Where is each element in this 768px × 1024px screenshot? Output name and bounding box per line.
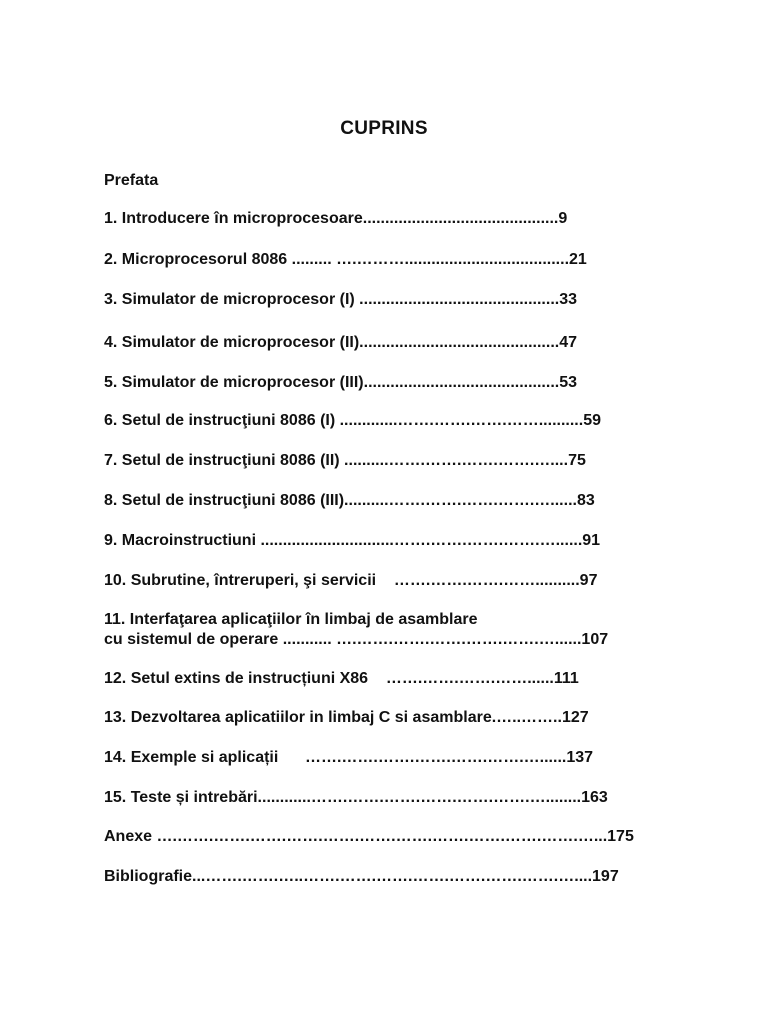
toc-entry-11-line-1: 11. Interfaţarea aplicaţiilor în limbaj de asamblare: [104, 611, 478, 628]
toc-entry-13: 13. Dezvoltarea aplicatiilor in limbaj C si asamblare.…..……..127: [104, 709, 589, 726]
toc-entry-1: 1. Introducere în microprocesoare............................................9: [104, 210, 568, 227]
toc-entry-5: 5. Simulator de microprocesor (III)............................................53: [104, 374, 578, 391]
toc-entry-7: 7. Setul de instrucţiuni 8086 (II) ..........…….…….…….…….…....75: [104, 452, 586, 469]
toc-entry-bibliografie: Bibliografie...…….…….…..…….…….…….…….…….…….…….…....197: [104, 868, 619, 885]
toc-entry-anexe: Anexe ….…….…….…….…….…….…….…….…….…….…….…….…...175: [104, 828, 634, 845]
toc-entry-2: 2. Microprocesorul 8086 ......... ….……….....................................21: [104, 251, 587, 268]
toc-entry-11-line-2: cu sistemul de operare ........... ….…….…….…….…….…….…......107: [104, 631, 609, 648]
toc-entry-14: 14. Exemple si aplicații …….…….…….…….…….…….…......137: [104, 749, 594, 766]
toc-entry-8: 8. Setul de instrucţiuni 8086 (III)..........…….…….…….…….…......83: [104, 492, 595, 509]
toc-entry-9: 9. Macroinstructiuni ..............................…….…….…….…….…......91: [104, 532, 601, 549]
toc-entry-4: 4. Simulator de microprocesor (II).............................................47: [104, 334, 578, 351]
toc-entry-10: 10. Subrutine, întreruperi, şi servicii …….…….…….……..........97: [104, 572, 598, 589]
toc-entry-12: 12. Setul extins de instrucțiuni X86 …….…….…….……......111: [104, 670, 579, 687]
page-title: CUPRINS: [340, 118, 428, 139]
toc-entry-6: 6. Setul de instrucţiuni 8086 (I) .............…….…….…….……..........59: [104, 412, 601, 429]
toc-entry-3: 3. Simulator de microprocesor (I) .............................................33: [104, 291, 578, 308]
toc-entry-prefata: Prefata: [104, 172, 159, 189]
toc-entry-15: 15. Teste și intrebări............…….…….…….…….…….…….…........163: [104, 789, 608, 806]
